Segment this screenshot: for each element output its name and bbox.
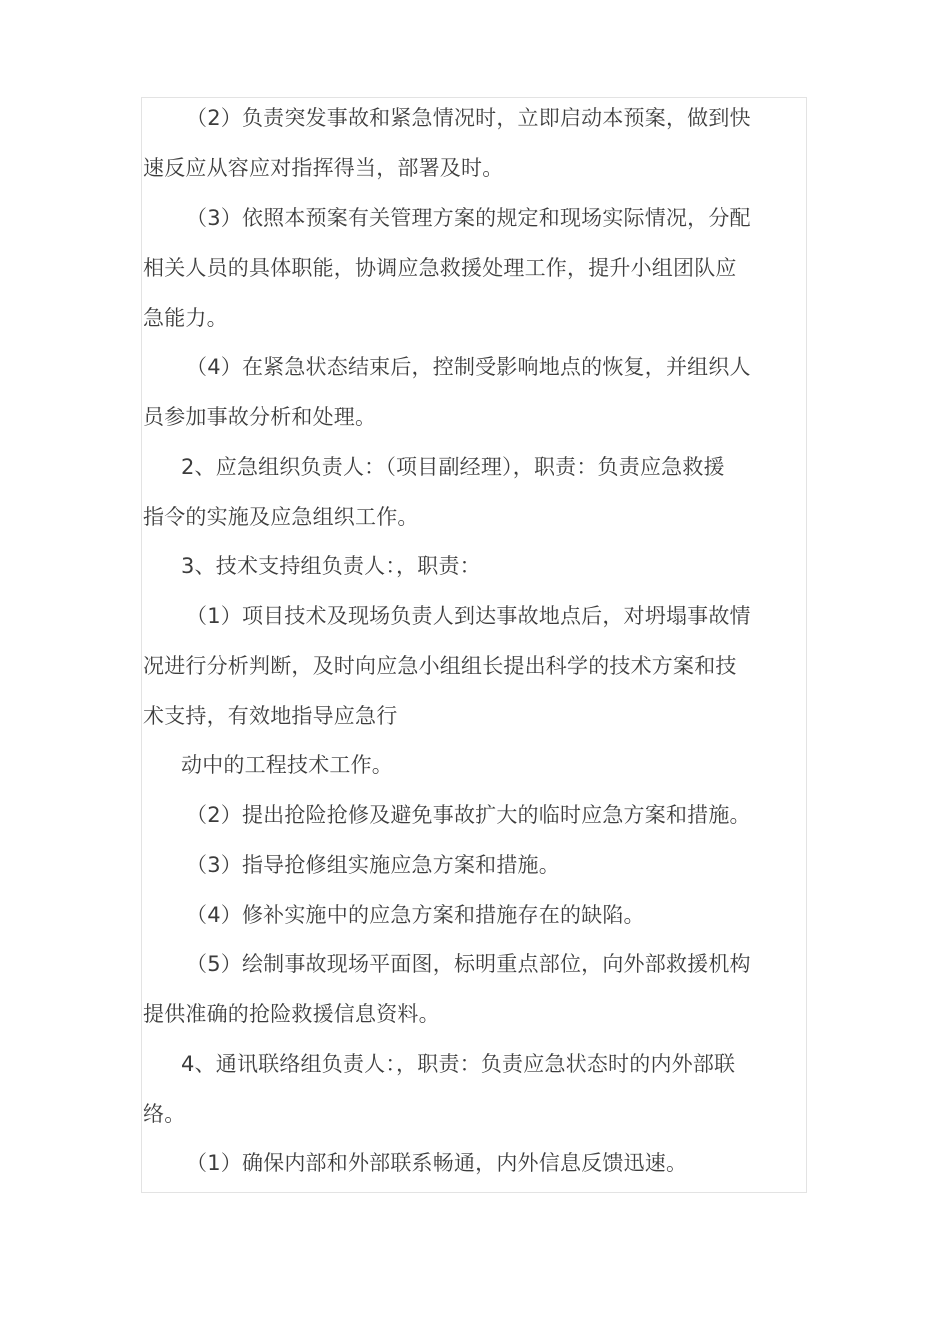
- paragraph-line: 术支持，有效地指导应急行: [143, 704, 398, 728]
- paragraph-line: 络。: [143, 1102, 186, 1126]
- paragraph-line: 指令的实施及应急组织工作。: [143, 505, 419, 529]
- paragraph-line: （3）依照本预案有关管理方案的规定和现场实际情况，分配: [186, 206, 751, 230]
- paragraph-line: （1）项目技术及现场负责人到达事故地点后，对坍塌事故情: [186, 604, 751, 628]
- paragraph-line: （5）绘制事故现场平面图，标明重点部位，向外部救援机构: [186, 952, 751, 976]
- paragraph-line: 相关人员的具体职能，协调应急救援处理工作，提升小组团队应: [143, 256, 737, 280]
- paragraph-line: 动中的工程技术工作。: [181, 753, 393, 777]
- paragraph-line: 提供准确的抢险救援信息资料。: [143, 1002, 440, 1026]
- paragraph-line: （4）在紧急状态结束后，控制受影响地点的恢复，并组织人: [186, 355, 751, 379]
- paragraph-line: 急能力。: [143, 306, 228, 330]
- paragraph-line: 速反应从容应对指挥得当，部署及时。: [143, 156, 504, 180]
- paragraph-line: 2、应急组织负责人：（项目副经理），职责：负责应急救援: [181, 455, 725, 479]
- paragraph-line: （3）指导抢修组实施应急方案和措施。: [186, 853, 560, 877]
- paragraph-line: （2）提出抢险抢修及避免事故扩大的临时应急方案和措施。: [186, 803, 751, 827]
- paragraph-line: 3、技术支持组负责人：，职责：: [181, 554, 481, 578]
- paragraph-line: 4、通讯联络组负责人：，职责：负责应急状态时的内外部联: [181, 1052, 736, 1076]
- paragraph-line: （2）负责突发事故和紧急情况时，立即启动本预案，做到快: [186, 106, 751, 130]
- paragraph-line: （1）确保内部和外部联系畅通，内外信息反馈迅速。: [186, 1151, 688, 1175]
- paragraph-line: 员参加事故分析和处理。: [143, 405, 377, 429]
- paragraph-line: （4）修补实施中的应急方案和措施存在的缺陷。: [186, 903, 645, 927]
- paragraph-line: 况进行分析判断，及时向应急小组组长提出科学的技术方案和技: [143, 654, 737, 678]
